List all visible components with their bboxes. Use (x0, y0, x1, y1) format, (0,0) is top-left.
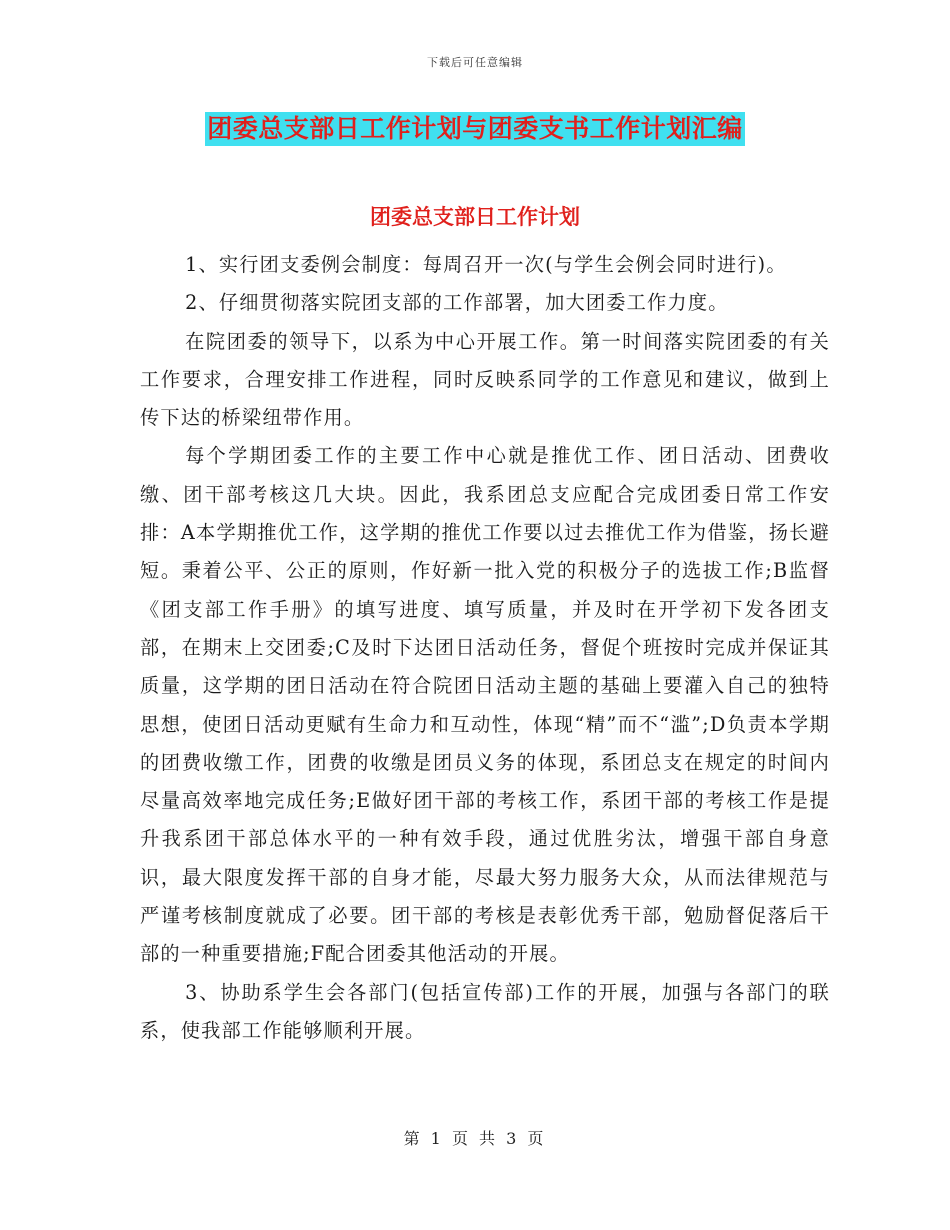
paragraph-5: 3、协助系学生会各部门(包括宣传部)工作的开展，加强与各部门的联系，使我部工作能够顺利开展。 (140, 980, 830, 1042)
document-main-title: 团委总支部日工作计划与团委支书工作计划汇编 (205, 112, 745, 146)
paragraph-3: 在院团委的领导下，以系为中心开展工作。第一时间落实院团委的有关工作要求，合理安排工作进程，同时反映系同学的工作意见和建议，做到上传下达的桥梁纽带作用。 (140, 329, 830, 430)
section-title: 团委总支部日工作计划 (370, 205, 580, 229)
paragraph-4: 每个学期团委工作的主要工作中心就是推优工作、团日活动、团费收缴、团干部考核这几大块。因此，我系团总支应配合完成团委日常工作安排：A本学期推优工作，这学期的推优工作要以过去推优工作为借鉴，扬长避短。秉着公平、公正的原则，作好新一批入党的积极分子的选拔工作;B监督《团支部工作手册》的填写进度、填写质量，并及时在开学初下发各团支部，在期末上交团委;C及时下达团日活动任务，督促个班按时完成并保证其质量，这学期的团日活动在符合院团日活动主题的基础上要灌入自己的独特思想，使团日活动更赋有生命力和互动性，体现“精”而不“滥”;D负责本学期的团费收缴工作，团费的收缴是团员义务的体现，系团总支在规定的时间内尽量高效率地完成任务;E做好团干部的考核工作，系团干部的考核工作是提升我系团干部总体水平的一种有效手段，通过优胜劣汰，增强干部自身意识，最大限度发挥干部的自身才能，尽最大努力服务大众，从而法律规范与严谨考核制度就成了必要。团干部的考核是表彰优秀干部，勉励督促落后干部的一种重要措施;F配合团委其他活动的开展。 (140, 444, 830, 966)
paragraph-1: 1、实行团支委例会制度：每周召开一次(与学生会例会同时进行)。 (185, 253, 787, 276)
document-body (140, 246, 830, 1050)
paragraph-2: 2、仔细贯彻落实院团支部的工作部署，加大团委工作力度。 (185, 291, 729, 315)
main-title-container (0, 112, 950, 146)
page-indicator: 第 1 页 共 3 页 (403, 1129, 547, 1148)
header-note: 下载后可任意编辑 (427, 56, 523, 69)
